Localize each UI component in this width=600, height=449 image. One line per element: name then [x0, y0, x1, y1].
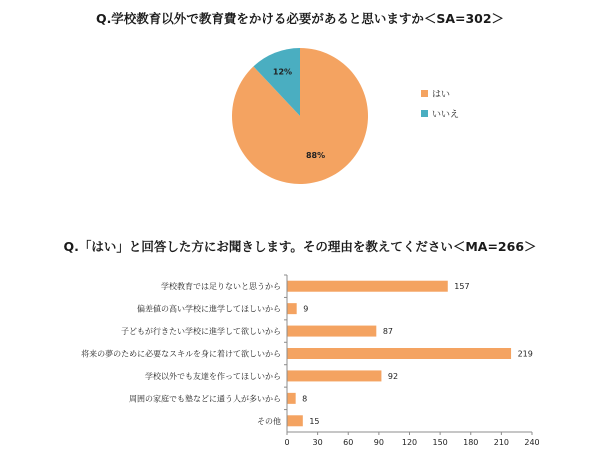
x-tick-label: 90: [373, 438, 384, 447]
category-label: 子どもが行きたい学校に進学して欲しいから: [121, 327, 281, 337]
category-label: 学校以外でも友達を作ってほしいから: [145, 371, 281, 381]
legend-swatch: [421, 90, 428, 97]
category-label: 周囲の家庭でも塾などに通う人が多いから: [129, 394, 281, 404]
category-label: 将来の夢のために必要なスキルを身に着けて欲しいから: [81, 349, 281, 359]
legend-swatch: [421, 110, 428, 117]
bar: [288, 281, 448, 292]
bar-value-label: 92: [387, 371, 399, 381]
bar-chart: [81, 275, 540, 447]
x-tick-label: 180: [463, 438, 479, 447]
bar-chart-title: Q.「はい」と回答した方にお聞きします。その理由を教えてください＜MA=266＞: [63, 239, 537, 254]
legend-label: はい: [432, 90, 451, 100]
x-tick-label: 240: [524, 438, 540, 447]
bar-value-label: 157: [454, 282, 470, 292]
pie-chart: [232, 48, 368, 184]
pie-value-label: 12%: [272, 67, 293, 77]
category-label: 偏差値の高い学校に進学してほしいから: [137, 304, 281, 314]
bar-value-label: 87: [382, 327, 393, 337]
x-tick-label: 60: [343, 438, 354, 447]
x-tick-label: 150: [432, 438, 448, 447]
bar: [288, 326, 377, 337]
pie-chart-title: Q.学校教育以外で教育費をかける必要があると思いますか＜SA=302＞: [95, 11, 505, 26]
x-tick-label: 210: [493, 438, 510, 447]
x-tick-label: 30: [312, 438, 323, 447]
bar: [288, 348, 512, 359]
legend-label: いいえ: [432, 110, 460, 120]
pie-value-label: 88%: [305, 151, 326, 161]
pie-legend: [421, 89, 459, 120]
bar: [288, 393, 296, 404]
x-tick-label: 120: [401, 438, 418, 447]
bar: [288, 303, 297, 314]
bar: [288, 415, 303, 426]
bar: [288, 370, 382, 381]
bar-value-label: 8: [302, 394, 308, 404]
bar-value-label: 9: [303, 304, 309, 314]
category-label: 学校教育では足りないと思うから: [161, 282, 281, 292]
bar-value-label: 219: [517, 349, 533, 359]
bar-value-label: 15: [309, 416, 320, 426]
x-tick-label: 0: [284, 438, 290, 447]
category-label: その他: [257, 416, 281, 426]
